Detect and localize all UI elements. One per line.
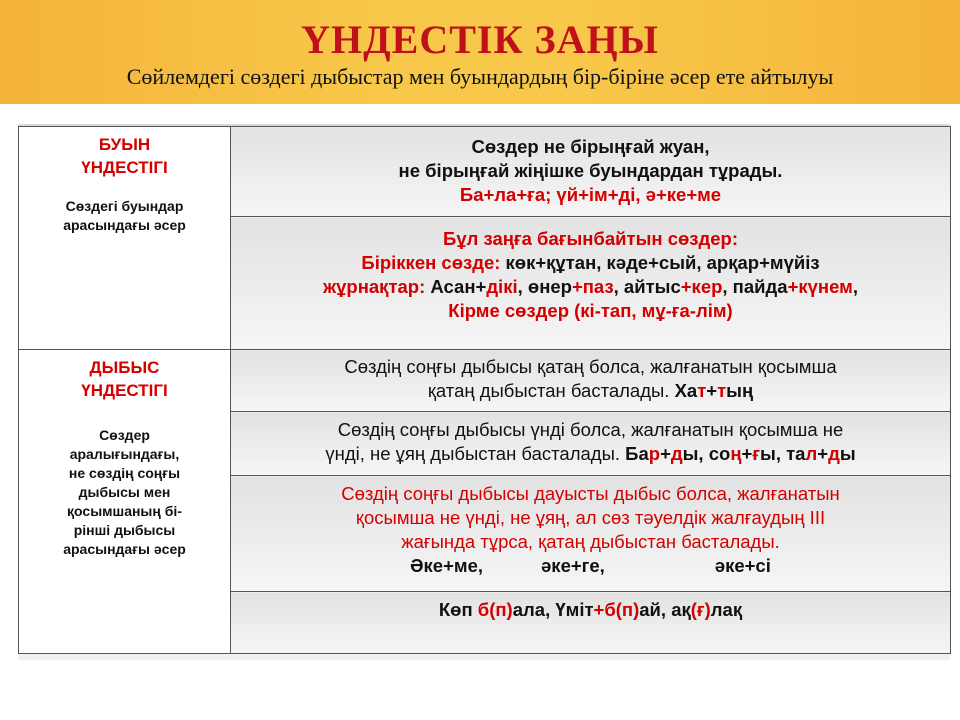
syllable-rule-line1: Сөздер не бірыңғай жуан, (471, 136, 710, 157)
vowel-rule-line2: қосымша не үнді, не ұяң, ал сөз тәуелдік жалғаудың ІІІ (355, 507, 826, 528)
sound-harmony-title: ДЫБЫС ҮНДЕСТІГІ (81, 358, 168, 400)
vowel-rule-line3: жағында тұрса, қатаң дыбыстан басталады. (401, 531, 780, 552)
syllable-rule-cell (231, 127, 951, 217)
assimilation-example-cell (231, 592, 951, 654)
syllable-harmony-desc: Сөздегі буындар арасындағы әсер (63, 198, 186, 233)
assimilation-examples: Көп б(п)ала, Үміт+б(п)ай, ақ(ғ)лақ (438, 599, 743, 620)
exceptions-title: Бұл заңға бағынбайтын сөздер: (443, 228, 738, 249)
voiceless-rule-line1: Сөздің соңғы дыбысы қатаң болса, жалғанатын қосымша (344, 356, 837, 377)
sonorant-rule-line1: Сөздің соңғы дыбысы үнді болса, жалғанатын қосымша не (337, 419, 844, 440)
syllable-harmony-cell (19, 127, 231, 350)
voiceless-example: Хат+тың (674, 380, 754, 401)
suffix-line: жұрнақтар: Асан+дікі, өнер+паз, айтыс+кер, пайда+күнем, (323, 276, 858, 297)
voiceless-rule-cell (231, 350, 951, 412)
syllable-harmony-title: БУЫН ҮНДЕСТІГІ (81, 135, 168, 177)
syllable-rule-line2: не бірыңғай жіңішке буындардан тұрады. (398, 160, 783, 181)
sound-harmony-desc: Сөздер аралығындағы, не сөздің соңғы дыбысы мен қосымшаның бі- рінші дыбысы арасындағы әсер (63, 427, 186, 557)
loanwords-line: Кірме сөздер (кі-тап, мұ-ға-лім) (448, 300, 733, 321)
sonorant-rule-line2: үнді, не ұяң дыбыстан басталады. Бар+ды, соң+ғы, тал+ды (325, 443, 856, 464)
table-row (19, 350, 951, 412)
compound-line: Біріккен сөзде: көк+құтан, кәде+сый, арқар+мүйіз (361, 252, 820, 273)
syllable-exceptions-cell (231, 217, 951, 350)
sonorant-rule-cell (231, 412, 951, 476)
sonorant-examples: Бар+ды, соң+ғы, тал+ды (625, 443, 856, 464)
rules-table (18, 126, 951, 654)
vowel-rule-cell (231, 476, 951, 592)
title-banner (0, 0, 960, 104)
vowel-rule-line1: Сөздің соңғы дыбысы дауысты дыбыс болса, жалғанатын (341, 483, 840, 504)
sound-harmony-cell (19, 350, 231, 654)
slide-title: ҮНДЕСТІК ЗАҢЫ (301, 17, 659, 62)
voiceless-rule-line2: қатаң дыбыстан басталады. Хат+тың (427, 380, 754, 401)
vowel-examples: Әке+ме, әке+ге, әке+сі (410, 555, 771, 576)
slide-subtitle: Сөйлемдегі сөздегі дыбыстар мен буындардың бір-біріне әсер ете айтылуы (126, 64, 834, 89)
table-row (19, 127, 951, 217)
syllable-examples: Ба+ла+ға; үй+ім+ді, ә+ке+ме (459, 184, 722, 205)
